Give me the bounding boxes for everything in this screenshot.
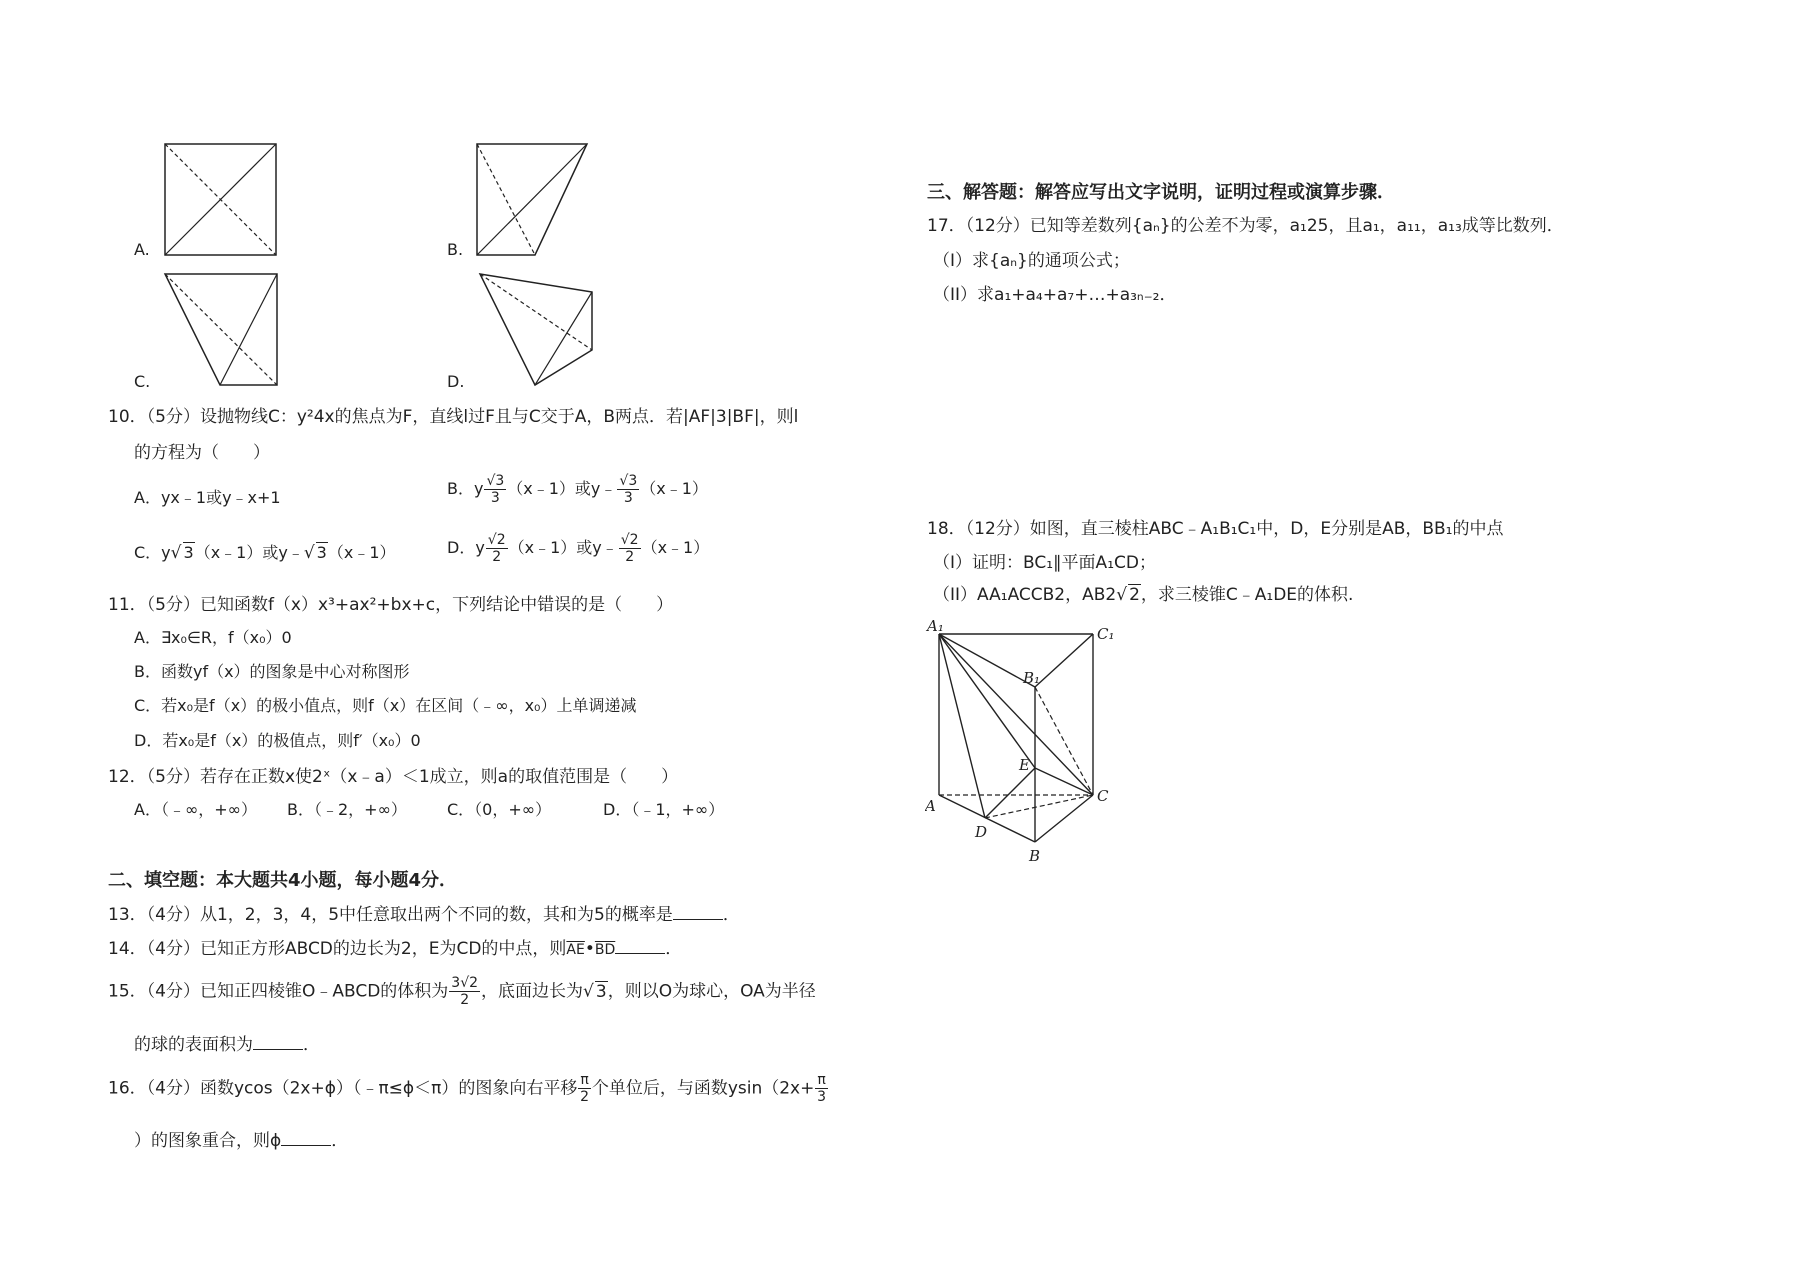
q10-option-c: C．y√ 3（x﹣1）或y﹣√ 3（x﹣1） xyxy=(134,543,396,563)
figure-c xyxy=(160,270,285,390)
q11-option-c: C．若x₀是f（x）的极小值点，则f（x）在区间（﹣∞，x₀）上单调递减 xyxy=(134,696,637,715)
figure-label-c: C. xyxy=(134,372,151,391)
label-e: E xyxy=(1019,756,1030,774)
q10-option-a: A．yx﹣1或y﹣x+1 xyxy=(134,488,281,507)
label-b1: B₁ xyxy=(1023,669,1041,687)
q11-option-d: D．若x₀是f（x）的极值点，则f′（x₀）0 xyxy=(134,731,421,750)
q18-part2: （II）AA₁ACCB2，AB2√ 2，求三棱锥C﹣A₁DE的体积. xyxy=(933,585,1354,605)
q17-stem: 17．（12分）已知等差数列{aₙ}的公差不为零，a₁25，且a₁，a₁₁，a₁₃成等比数列． xyxy=(927,216,1564,236)
figure-b xyxy=(472,140,597,260)
q12-stem: 12．（5分）若存在正数x使2ˣ（x﹣a）＜1成立，则a的取值范围是（ ） xyxy=(108,767,679,787)
q12-option-c: C．（0，+∞） xyxy=(447,800,552,819)
label-a1: A₁ xyxy=(927,617,944,635)
q10-line2: 的方程为（ ） xyxy=(134,443,270,463)
section-3-heading: 三、解答题：解答应写出文字说明，证明过程或演算步骤． xyxy=(927,182,1395,203)
figure-a xyxy=(160,140,285,260)
q10-line1: 10．（5分）设抛物线C：y²4x的焦点为F，直线l过F且与C交于A，B两点．若|AF|3|BF|，则l xyxy=(108,407,799,427)
q15-line2: 的球的表面积为 ． xyxy=(134,1035,320,1055)
q15-line1: 15．（4分）已知正四棱锥O﹣ABCD的体积为 $\frac{3√2}{2}$ ，底面边长为√ 3，则以O为球心，OA为半径 xyxy=(108,975,816,1008)
q14: 14．（4分）已知正方形ABCD的边长为2，E为CD的中点，则$\overline{AE}•\overline{BD}$ ． xyxy=(108,939,683,959)
label-d: D xyxy=(975,823,988,841)
q10-option-d: D．y $\frac{√2}{2}$ （x﹣1）或y﹣ $\frac{√2}{2}$ （x﹣1） xyxy=(447,532,710,565)
q11-option-b: B．函数yf（x）的图象是中心对称图形 xyxy=(134,662,410,681)
q13: 13．（4分）从1，2，3，4，5中任意取出两个不同的数，其和为5的概率是 ． xyxy=(108,905,740,925)
q12-option-b: B．（﹣2，+∞） xyxy=(287,800,407,819)
q11-stem: 11．（5分）已知函数f（x）x³+ax²+bx+c，下列结论中错误的是（ ） xyxy=(108,595,674,615)
label-c: C xyxy=(1097,787,1109,805)
q11-option-a: A．∃x₀∈R，f（x₀）0 xyxy=(134,628,292,647)
q10-option-b: B．y $\frac{√3}{3}$ （x﹣1）或y﹣ $\frac{√3}{3}$ （x﹣1） xyxy=(447,473,708,506)
q16-line2: ）的图象重合，则ϕ ． xyxy=(134,1131,349,1151)
q18-part1: （I）证明：BC₁∥平面A₁CD； xyxy=(933,553,1156,573)
q16-line1: 16．（4分）函数ycos（2x+ϕ）（﹣π≤ϕ＜π）的图象向右平移 $\frac{\pi}{2}$ 个单位后，与函数ysin（2x+ $\frac{\pi}{3}$ xyxy=(108,1072,827,1105)
figure-d xyxy=(472,270,597,390)
q17-part1: （I）求{aₙ}的通项公式； xyxy=(933,251,1130,271)
q17-part2: （II）求a₁+a₄+a₇+…+a₃ₙ₋₂． xyxy=(933,285,1177,305)
label-a: A xyxy=(925,797,936,815)
figure-label-d: D. xyxy=(447,372,465,391)
q18-stem: 18．（12分）如图，直三棱柱ABC﹣A₁B₁C₁中，D，E分别是AB，BB₁的中点 xyxy=(927,519,1504,539)
q12-option-d: D．（﹣1，+∞） xyxy=(603,800,725,819)
label-b: B xyxy=(1029,847,1041,865)
q12-option-a: A．（﹣∞，+∞） xyxy=(134,800,258,819)
figure-label-b: B. xyxy=(447,240,464,259)
label-c1: C₁ xyxy=(1097,625,1115,643)
figure-label-a: A. xyxy=(134,240,150,259)
section-2-heading: 二、填空题：本大题共4小题，每小题4分． xyxy=(108,870,458,891)
prism-figure xyxy=(925,615,1125,865)
